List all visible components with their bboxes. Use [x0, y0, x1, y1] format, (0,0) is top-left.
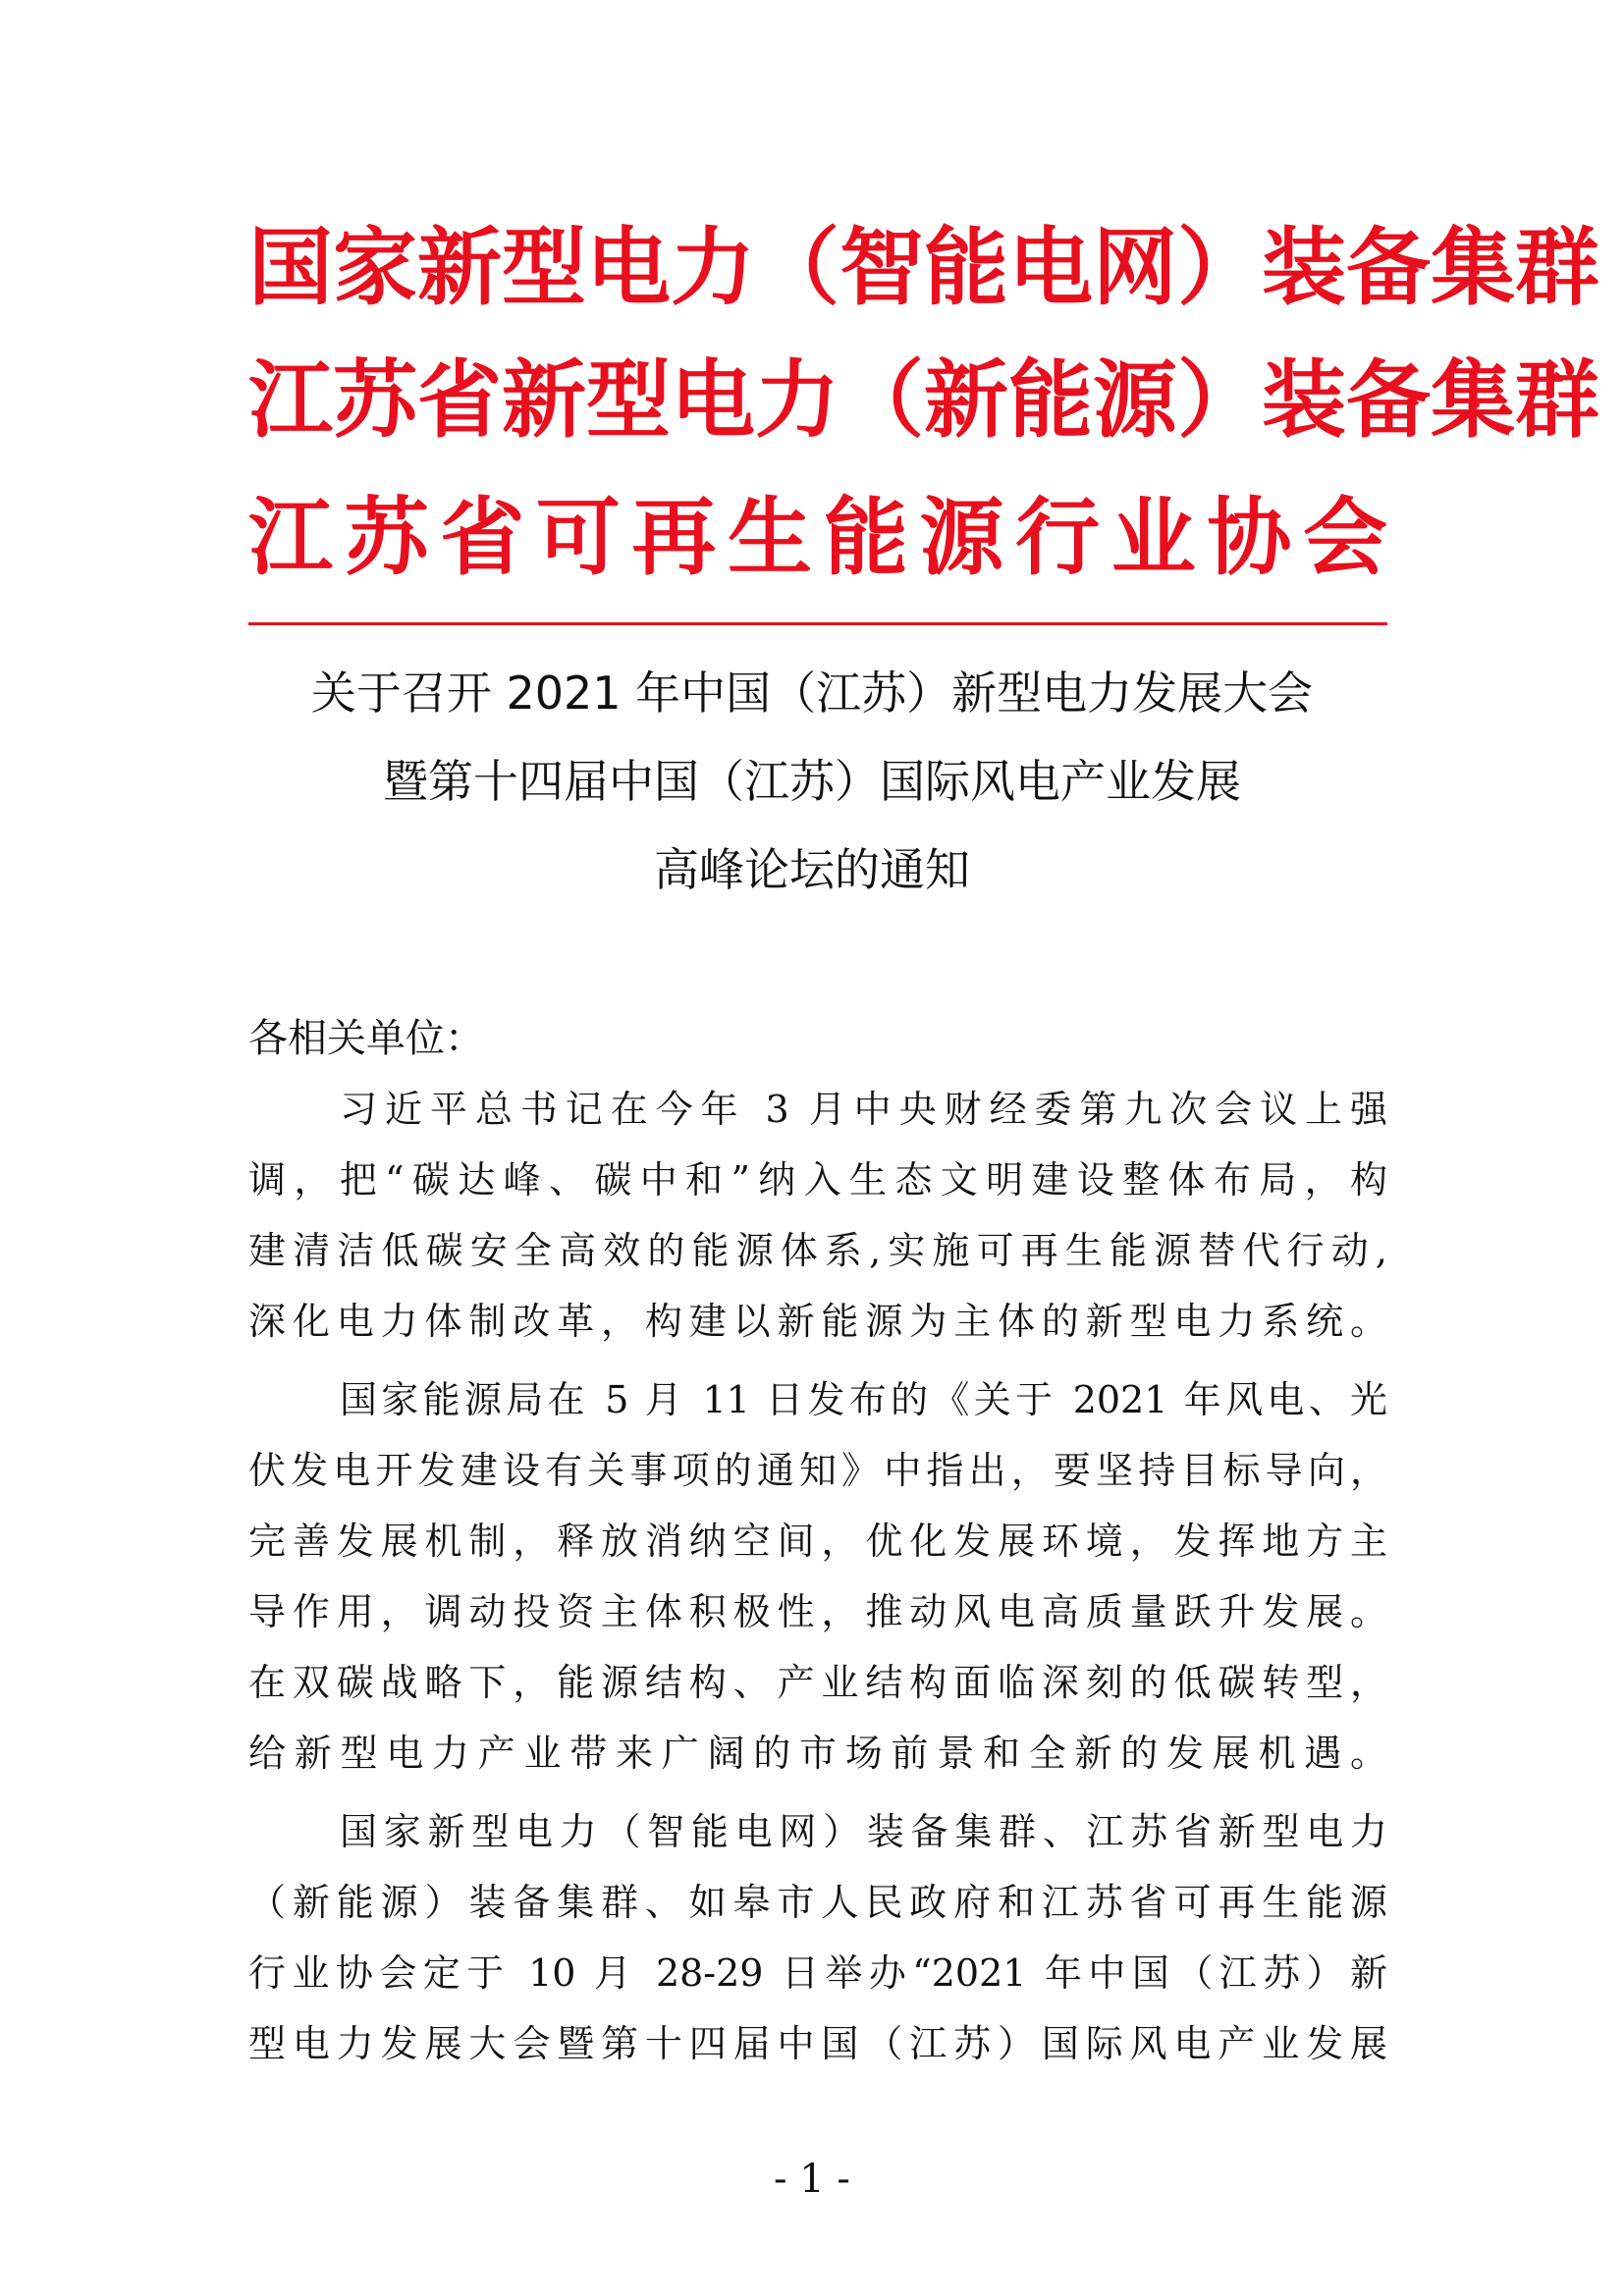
body-line: 型电力发展大会暨第十四届中国（江苏）国际风电产业发展: [248, 2022, 1387, 2065]
body-line: （新能源）装备集群、如皋市人民政府和江苏省可再生能源: [248, 1881, 1387, 1924]
letterhead-org-2: 江苏省新型电力（新能源）装备集群: [248, 351, 1599, 450]
body-line: 调，把“碳达峰、碳中和”纳入生态文明建设整体布局，构: [248, 1158, 1387, 1201]
document-title-line-1: 关于召开 2021 年中国（江苏）新型电力发展大会: [310, 667, 1314, 720]
body-line: 国家能源局在 5 月 11 日发布的《关于 2021 年风电、光: [340, 1378, 1387, 1421]
document-title-line-2: 暨第十四届中国（江苏）国际风电产业发展: [383, 755, 1241, 808]
letterhead-org-1: 国家新型电力（智能电网）装备集群: [248, 219, 1599, 317]
page-number: - 1 -: [774, 2157, 850, 2202]
body-line: 给新型电力产业带来广阔的市场前景和全新的发展机遇。: [248, 1732, 1387, 1775]
body-line: 行业协会定于 10 月 28-29 日举办“2021 年中国（江苏）新: [248, 1951, 1387, 1995]
body-line: 在双碳战略下，能源结构、产业结构面临深刻的低碳转型，: [248, 1661, 1387, 1704]
body-line: 导作用，调动投资主体积极性，推动风电高质量跃升发展。: [248, 1590, 1387, 1633]
body-line: 完善发展机制，释放消纳空间，优化发展环境，发挥地方主: [248, 1520, 1387, 1563]
body-line: 建清洁低碳安全高效的能源体系,实施可再生能源替代行动,: [248, 1229, 1387, 1272]
body-line: 伏发电开发建设有关事项的通知》中指出，要坚持目标导向，: [248, 1449, 1387, 1492]
letterhead-org-3: 江苏省可再生能源行业协会: [248, 489, 1387, 587]
salutation: 各相关单位：: [248, 1016, 484, 1061]
body-line: 习近平总书记在今年 3 月中央财经委第九次会议上强: [340, 1088, 1387, 1131]
body-line: 深化电力体制改革，构建以新能源为主体的新型电力系统。: [248, 1300, 1387, 1343]
document-title-line-3: 高峰论坛的通知: [654, 843, 970, 896]
body-line: 国家新型电力（智能电网）装备集群、江苏省新型电力: [340, 1810, 1387, 1853]
letterhead-divider: [248, 622, 1387, 625]
